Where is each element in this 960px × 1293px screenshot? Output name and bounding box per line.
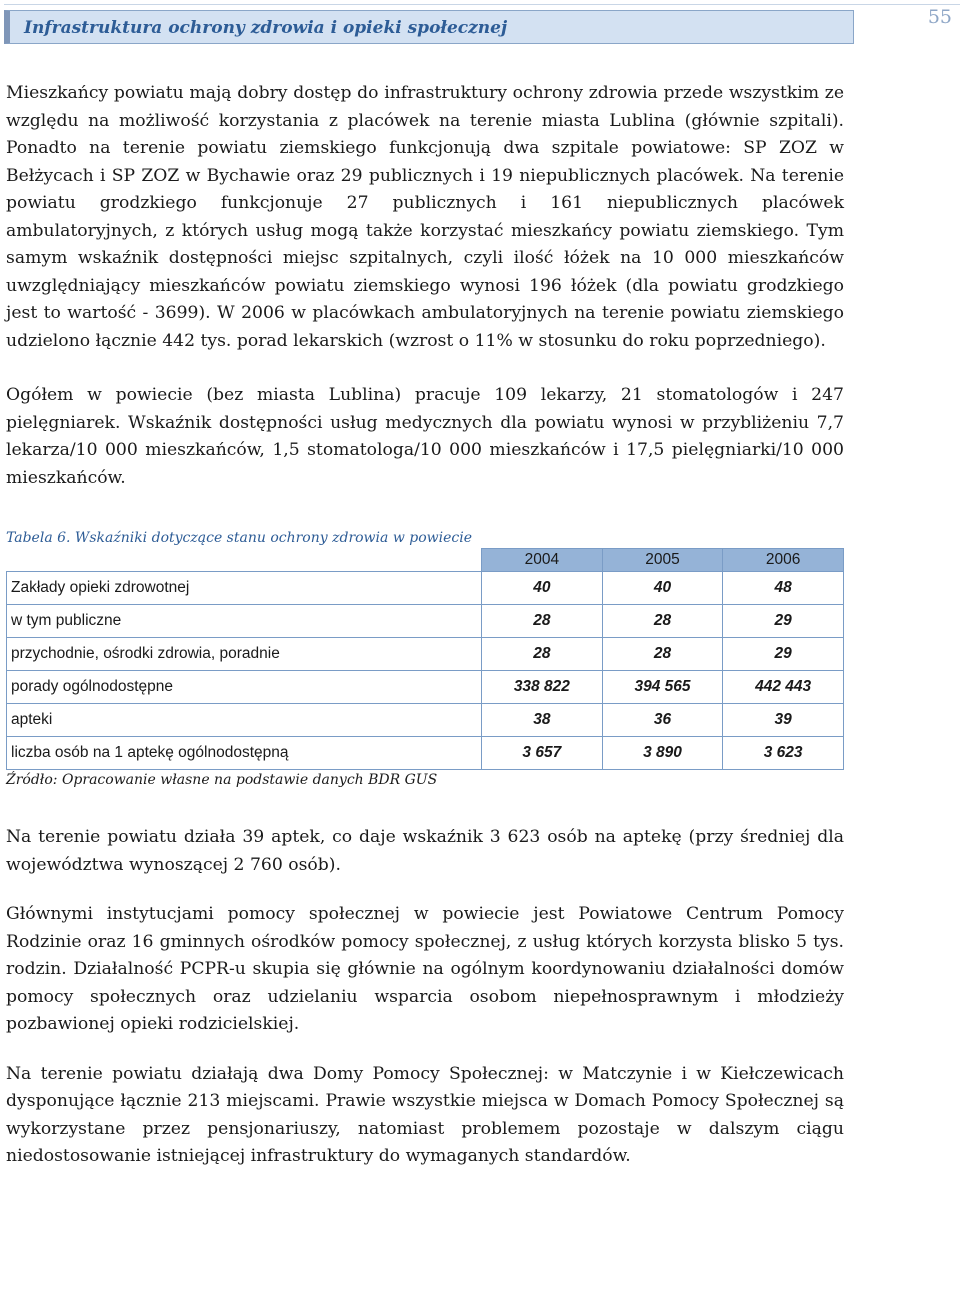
row-label: Zakłady opieki zdrowotnej (7, 572, 482, 605)
table-row (7, 572, 844, 605)
header-empty-cell (7, 549, 482, 572)
table-source: Źródło: Opracowanie własne na podstawie danych BDR GUS (6, 772, 438, 788)
row-value: 3 623 (723, 737, 844, 770)
row-label: w tym publiczne (7, 605, 482, 638)
row-value: 36 (602, 704, 723, 737)
table-caption: Tabela 6. Wskaźniki dotyczące stanu ochrony zdrowia w powiecie (6, 530, 472, 546)
header-rule (4, 4, 960, 5)
paragraph-pharmacies: Na terenie powiatu działa 39 aptek, co daje wskaźnik 3 623 osób na aptekę (przy średniej dla województwa wynoszącej 2 760 osób). (6, 827, 844, 875)
row-value: 40 (482, 572, 603, 605)
paragraph-social-welfare: Głównymi instytucjami pomocy społecznej w powiecie jest Powiatowe Centrum Pomocy Rodzinie oraz 16 gminnych ośrodków pomocy społecznej, z usług których korzysta blisko 5 tys. rodzin. Działalność PCPR-u skupia się głównie na ogólnym koordynowaniu działalności domów pomocy społecznych oraz udzielaniu wsparcia osobom niepełnosprawnym i młodzieży pozbawionej opieki rodzicielskiej. (6, 904, 844, 1034)
table-row (7, 671, 844, 704)
row-value: 38 (482, 704, 603, 737)
document-body (6, 80, 844, 1171)
health-indicators-table (6, 548, 844, 770)
row-value: 48 (723, 572, 844, 605)
row-value: 29 (723, 638, 844, 671)
table-row (7, 605, 844, 638)
table-row (7, 704, 844, 737)
table-row (7, 737, 844, 770)
row-label: apteki (7, 704, 482, 737)
page-number: 55 (927, 6, 952, 28)
row-label: porady ogólnodostępne (7, 671, 482, 704)
row-value: 29 (723, 605, 844, 638)
table-header-row (7, 549, 844, 572)
header-year: 2005 (602, 549, 723, 572)
paragraph-medical-staff: Ogółem w powiecie (bez miasta Lublina) pracuje 109 lekarzy, 21 stomatologów i 247 pielęgniarek. Wskaźnik dostępności usług medycznych dla powiatu wynosi w przybliżeniu 7,7 lekarza/10 000 mieszkańców, 1,5 stomatologa/10 000 mieszkańców i 17,5 pielęgniarki/10 000 mieszkańców. (6, 385, 844, 488)
row-value: 28 (482, 605, 603, 638)
row-value: 3 890 (602, 737, 723, 770)
row-value: 338 822 (482, 671, 603, 704)
paragraph-health-access: Mieszkańcy powiatu mają dobry dostęp do infrastruktury ochrony zdrowia przede wszystkim ze względu na możliwość korzystania z placówek na terenie miasta Lublina (głównie szpitali). Ponadto na terenie powiatu ziemskiego funkcjonują dwa szpitale powiatowe: SP ZOZ w Bełżycach i SP ZOZ w Bychawie oraz 29 publicznych i 19 niepublicznych placówek. Na terenie powiatu grodzkiego funkcjonuje 27 publicznych i 161 niepublicznych placówek ambulatoryjnych, z których usług mogą także korzystać mieszkańcy powiatu ziemskiego. Tym samym wskaźnik dostępności miejsc szpitalnych, czyli ilość łóżek na 10 000 mieszkańców uwzględniający mieszkańców powiatu ziemskiego wynosi 196 łóżek (dla powiatu grodzkiego jest to wartość - 3699). W 2006 w placówkach ambulatoryjnych na terenie powiatu ziemskiego udzielono łącznie 442 tys. porad lekarskich (wzrost o 11% w stosunku do roku poprzedniego). (6, 83, 844, 351)
row-value: 28 (602, 605, 723, 638)
row-value: 40 (602, 572, 723, 605)
section-title: Infrastruktura ochrony zdrowia i opieki społecznej (24, 18, 508, 38)
row-value: 28 (602, 638, 723, 671)
row-value: 28 (482, 638, 603, 671)
row-value: 442 443 (723, 671, 844, 704)
row-label: przychodnie, ośrodki zdrowia, poradnie (7, 638, 482, 671)
table-row (7, 638, 844, 671)
header-year: 2006 (723, 549, 844, 572)
row-label: liczba osób na 1 aptekę ogólnodostępną (7, 737, 482, 770)
section-header (4, 10, 854, 44)
header-year: 2004 (482, 549, 603, 572)
row-value: 394 565 (602, 671, 723, 704)
row-value: 3 657 (482, 737, 603, 770)
paragraph-care-homes: Na terenie powiatu działają dwa Domy Pomocy Społecznej: w Matczynie i w Kiełczewicach dysponujące łącznie 213 miejscami. Prawie wszystkie miejsca w Domach Pomocy Społecznej są wykorzystane przez pensjonariuszy, natomiast problemem pozostaje w dalszym ciągu niedostosowanie istniejącej infrastruktury do wymaganych standardów. (6, 1063, 844, 1166)
row-value: 39 (723, 704, 844, 737)
